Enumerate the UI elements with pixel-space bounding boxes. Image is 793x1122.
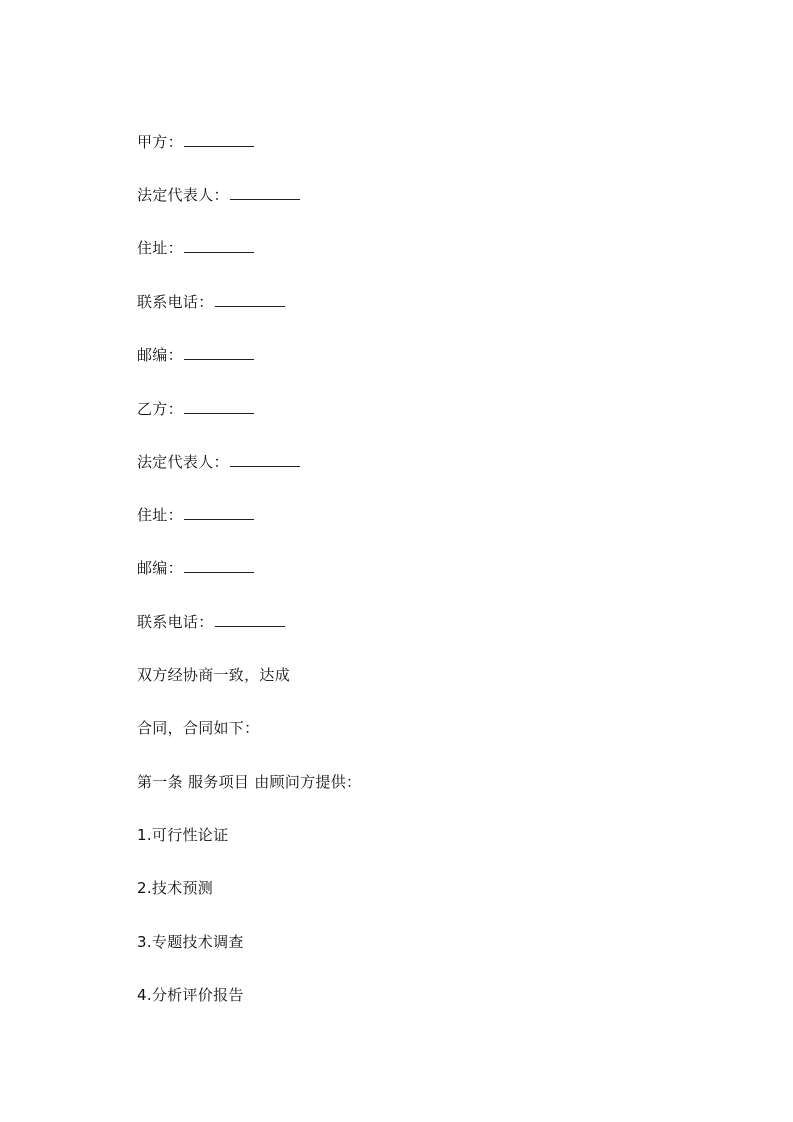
- party-a-postcode-blank: [184, 345, 254, 360]
- party-a-address-blank: [184, 238, 254, 253]
- party-a-postcode-line: [137, 345, 254, 365]
- agreement-intro-text: 双方经协商一致，达成: [137, 666, 291, 684]
- party-b-postcode-label: 邮编：: [137, 559, 183, 577]
- party-a-blank: [184, 132, 254, 147]
- party-a-postcode-label: 邮编：: [137, 346, 183, 364]
- party-b-line: [137, 399, 254, 419]
- article-one-heading: 第一条 服务项目 由顾问方提供：: [137, 773, 362, 791]
- party-a-phone-line: [137, 292, 285, 312]
- party-b-label: 乙方：: [137, 400, 183, 418]
- party-a-label: 甲方：: [137, 133, 183, 151]
- party-a-address-line: [137, 238, 254, 258]
- party-b-address-blank: [184, 505, 254, 520]
- party-b-address-label: 住址：: [137, 506, 183, 524]
- party-a-legal-rep-label: 法定代表人：: [137, 186, 229, 204]
- service-item-3: 3.专题技术调查: [137, 933, 244, 951]
- party-b-blank: [184, 399, 254, 414]
- party-b-legal-rep-blank: [230, 452, 300, 467]
- party-b-phone-blank: [215, 612, 285, 627]
- party-b-address-line: [137, 505, 254, 525]
- party-a-legal-rep-blank: [230, 185, 300, 200]
- contract-intro-text: 合同，合同如下：: [137, 719, 260, 737]
- party-b-phone-line: [137, 612, 285, 632]
- party-a-legal-rep-line: [137, 185, 300, 205]
- party-b-phone-label: 联系电话：: [137, 613, 214, 631]
- party-b-postcode-line: [137, 558, 254, 578]
- party-a-phone-label: 联系电话：: [137, 293, 214, 311]
- service-item-4: 4.分析评价报告: [137, 986, 244, 1004]
- party-a-line: [137, 132, 254, 152]
- service-item-2: 2.技术预测: [137, 879, 214, 897]
- party-b-legal-rep-label: 法定代表人：: [137, 453, 229, 471]
- party-b-legal-rep-line: [137, 452, 300, 472]
- party-a-address-label: 住址：: [137, 239, 183, 257]
- party-a-phone-blank: [215, 292, 285, 307]
- party-b-postcode-blank: [184, 558, 254, 573]
- service-item-1: 1.可行性论证: [137, 826, 229, 844]
